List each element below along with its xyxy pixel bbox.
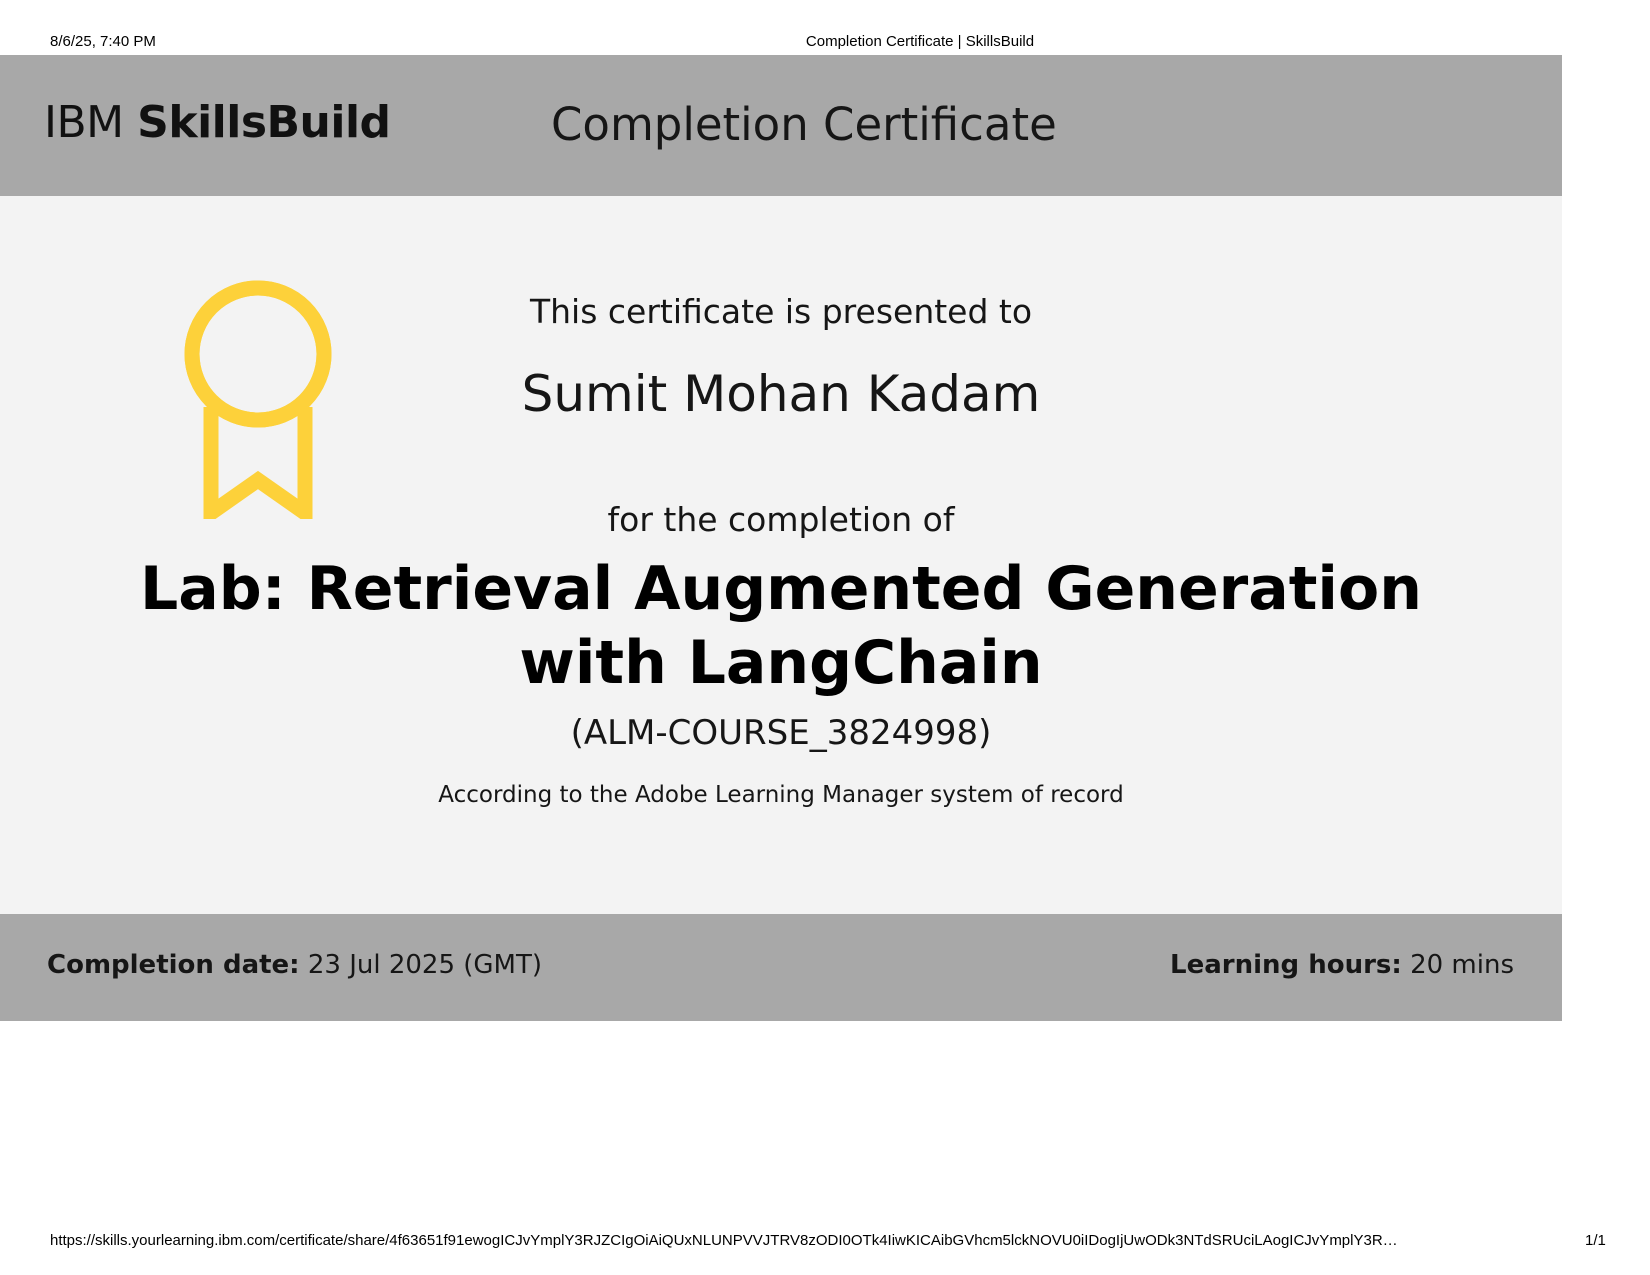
print-url: https://skills.yourlearning.ibm.com/certificate/share/4f63651f91ewogICJvYmplY3RJZCIgOiAiQUxNLUNPVVJTRV8zODI0OTk4IiwKICAibGVhcm5lckNOVU0iIDogIjUwODk3NTdSRUciLAogICJvYmplY3R… xyxy=(50,1232,1398,1249)
print-datetime: 8/6/25, 7:40 PM xyxy=(50,33,156,50)
certificate-card xyxy=(0,55,1562,1021)
print-page-number: 1/1 xyxy=(1585,1232,1606,1249)
learning-hours xyxy=(1170,950,1514,980)
presented-to-label: This certificate is presented to xyxy=(529,292,1033,331)
print-page-title: Completion Certificate | SkillsBuild xyxy=(805,33,1035,50)
brand-ibm-text: IBM xyxy=(44,97,124,148)
completion-date xyxy=(47,950,542,980)
learning-hours-label: Learning hours: xyxy=(1170,950,1402,980)
brand-logo xyxy=(44,97,391,148)
system-of-record-note: According to the Adobe Learning Manager system of record xyxy=(438,782,1124,808)
learning-hours-value: 20 mins xyxy=(1410,950,1514,980)
completion-date-value: 23 Jul 2025 (GMT) xyxy=(307,950,543,980)
course-code: (ALM-COURSE_3824998) xyxy=(570,713,992,753)
certificate-title: Completion Certificate xyxy=(551,98,1057,151)
print-page-title-wrap xyxy=(0,33,1650,50)
certificate-header xyxy=(0,55,1562,196)
completion-of-label: for the completion of xyxy=(607,500,955,539)
brand-skillsbuild-text: SkillsBuild xyxy=(137,97,391,148)
completion-date-label: Completion date: xyxy=(47,950,300,980)
course-title: Lab: Retrieval Augmented Generation with LangChain xyxy=(140,554,1422,698)
recipient-name: Sumit Mohan Kadam xyxy=(521,365,1041,423)
certificate-footer xyxy=(0,914,1562,1021)
